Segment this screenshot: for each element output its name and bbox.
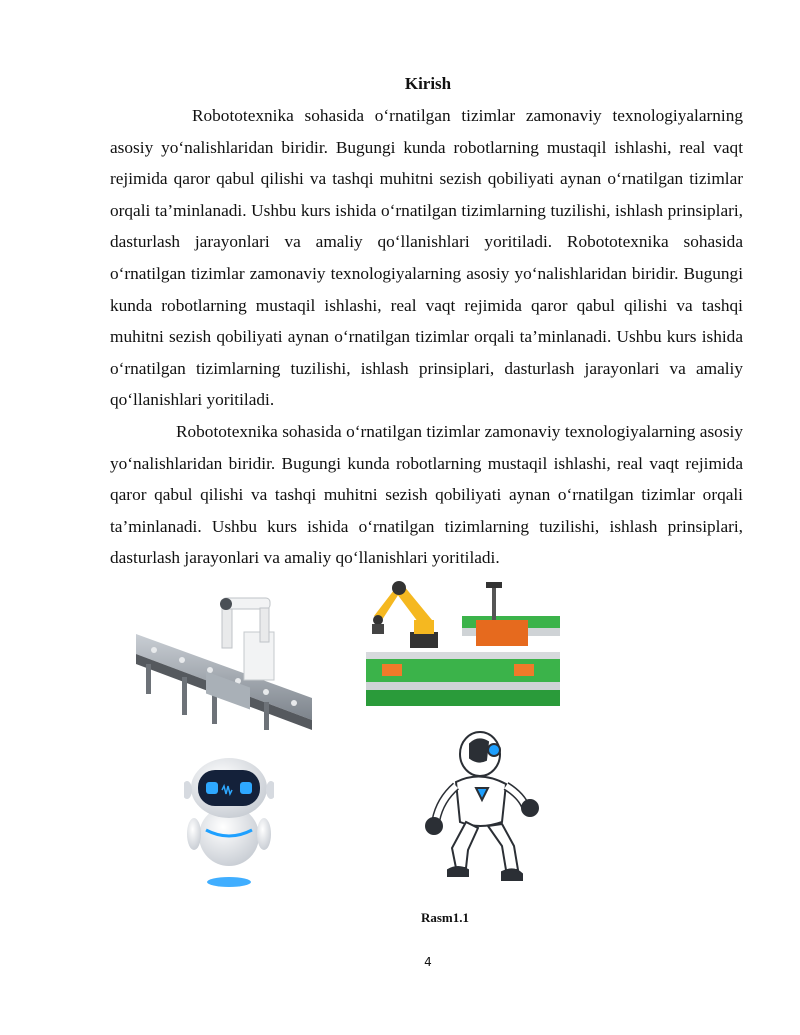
page-number: 4 — [424, 955, 432, 969]
paragraph-2: Robototexnika sohasida o‘rnatilgan tizimlar zamonaviy texnologiyalarning asosiy yo‘nalishlaridan biridir. Bugungi kunda robotlarning mustaqil ishlashi, real vaqt rejimida qaror qabul qilishi va tashqi muhitni sezish qobiliyati aynan o‘rnatilgan tizimlar orqali ta’minlanadi. Ushbu kurs ishida o‘rnatilgan tizimlarning tuzilishi, ishlash prinsiplari, dasturlash jarayonlari va amaliy qo‘llanishlari yoritiladi. — [110, 422, 743, 568]
section-heading: Kirish — [404, 74, 452, 93]
cute-robot-icon — [184, 754, 274, 890]
humanoid-robot-icon — [422, 730, 546, 888]
industrial-robot-arm-icon — [366, 580, 560, 706]
paragraph-1: Robototexnika sohasida o‘rnatilgan tizimlar zamonaviy texnologiyalarning asosiy yo‘nalishlaridan biridir. Bugungi kunda robotlarning mustaqil ishlashi, real vaqt rejimida qaror qabul qilishi va tashqi muhitni sezish qobiliyati aynan o‘rnatilgan tizimlar orqali ta’minlanadi. Ushbu kurs ishida o‘rnatilgan tizimlarning tuzilishi, ishlash prinsiplari, dasturlash jarayonlari va amaliy qo‘llanishlari yoritiladi. Robototexnika sohasida o‘rnatilgan tizimlar zamonaviy texnologiyalarning asosiy yo‘nalishlaridan biridir. Bugungi kunda robotlarning mustaqil ishlashi, real vaqt rejimida qaror qabul qilishi va tashqi muhitni sezish qobiliyati aynan o‘rnatilgan tizimlar orqali ta’minlanadi. Ushbu kurs ishida o‘rnatilgan tizimlarning tuzilishi, ishlash prinsiplari, dasturlash jarayonlari va amaliy qo‘llanishlari yoritiladi. — [110, 106, 743, 410]
figure-caption: Rasm1.1 — [420, 910, 470, 925]
conveyor-robot-arm-icon — [136, 592, 312, 732]
